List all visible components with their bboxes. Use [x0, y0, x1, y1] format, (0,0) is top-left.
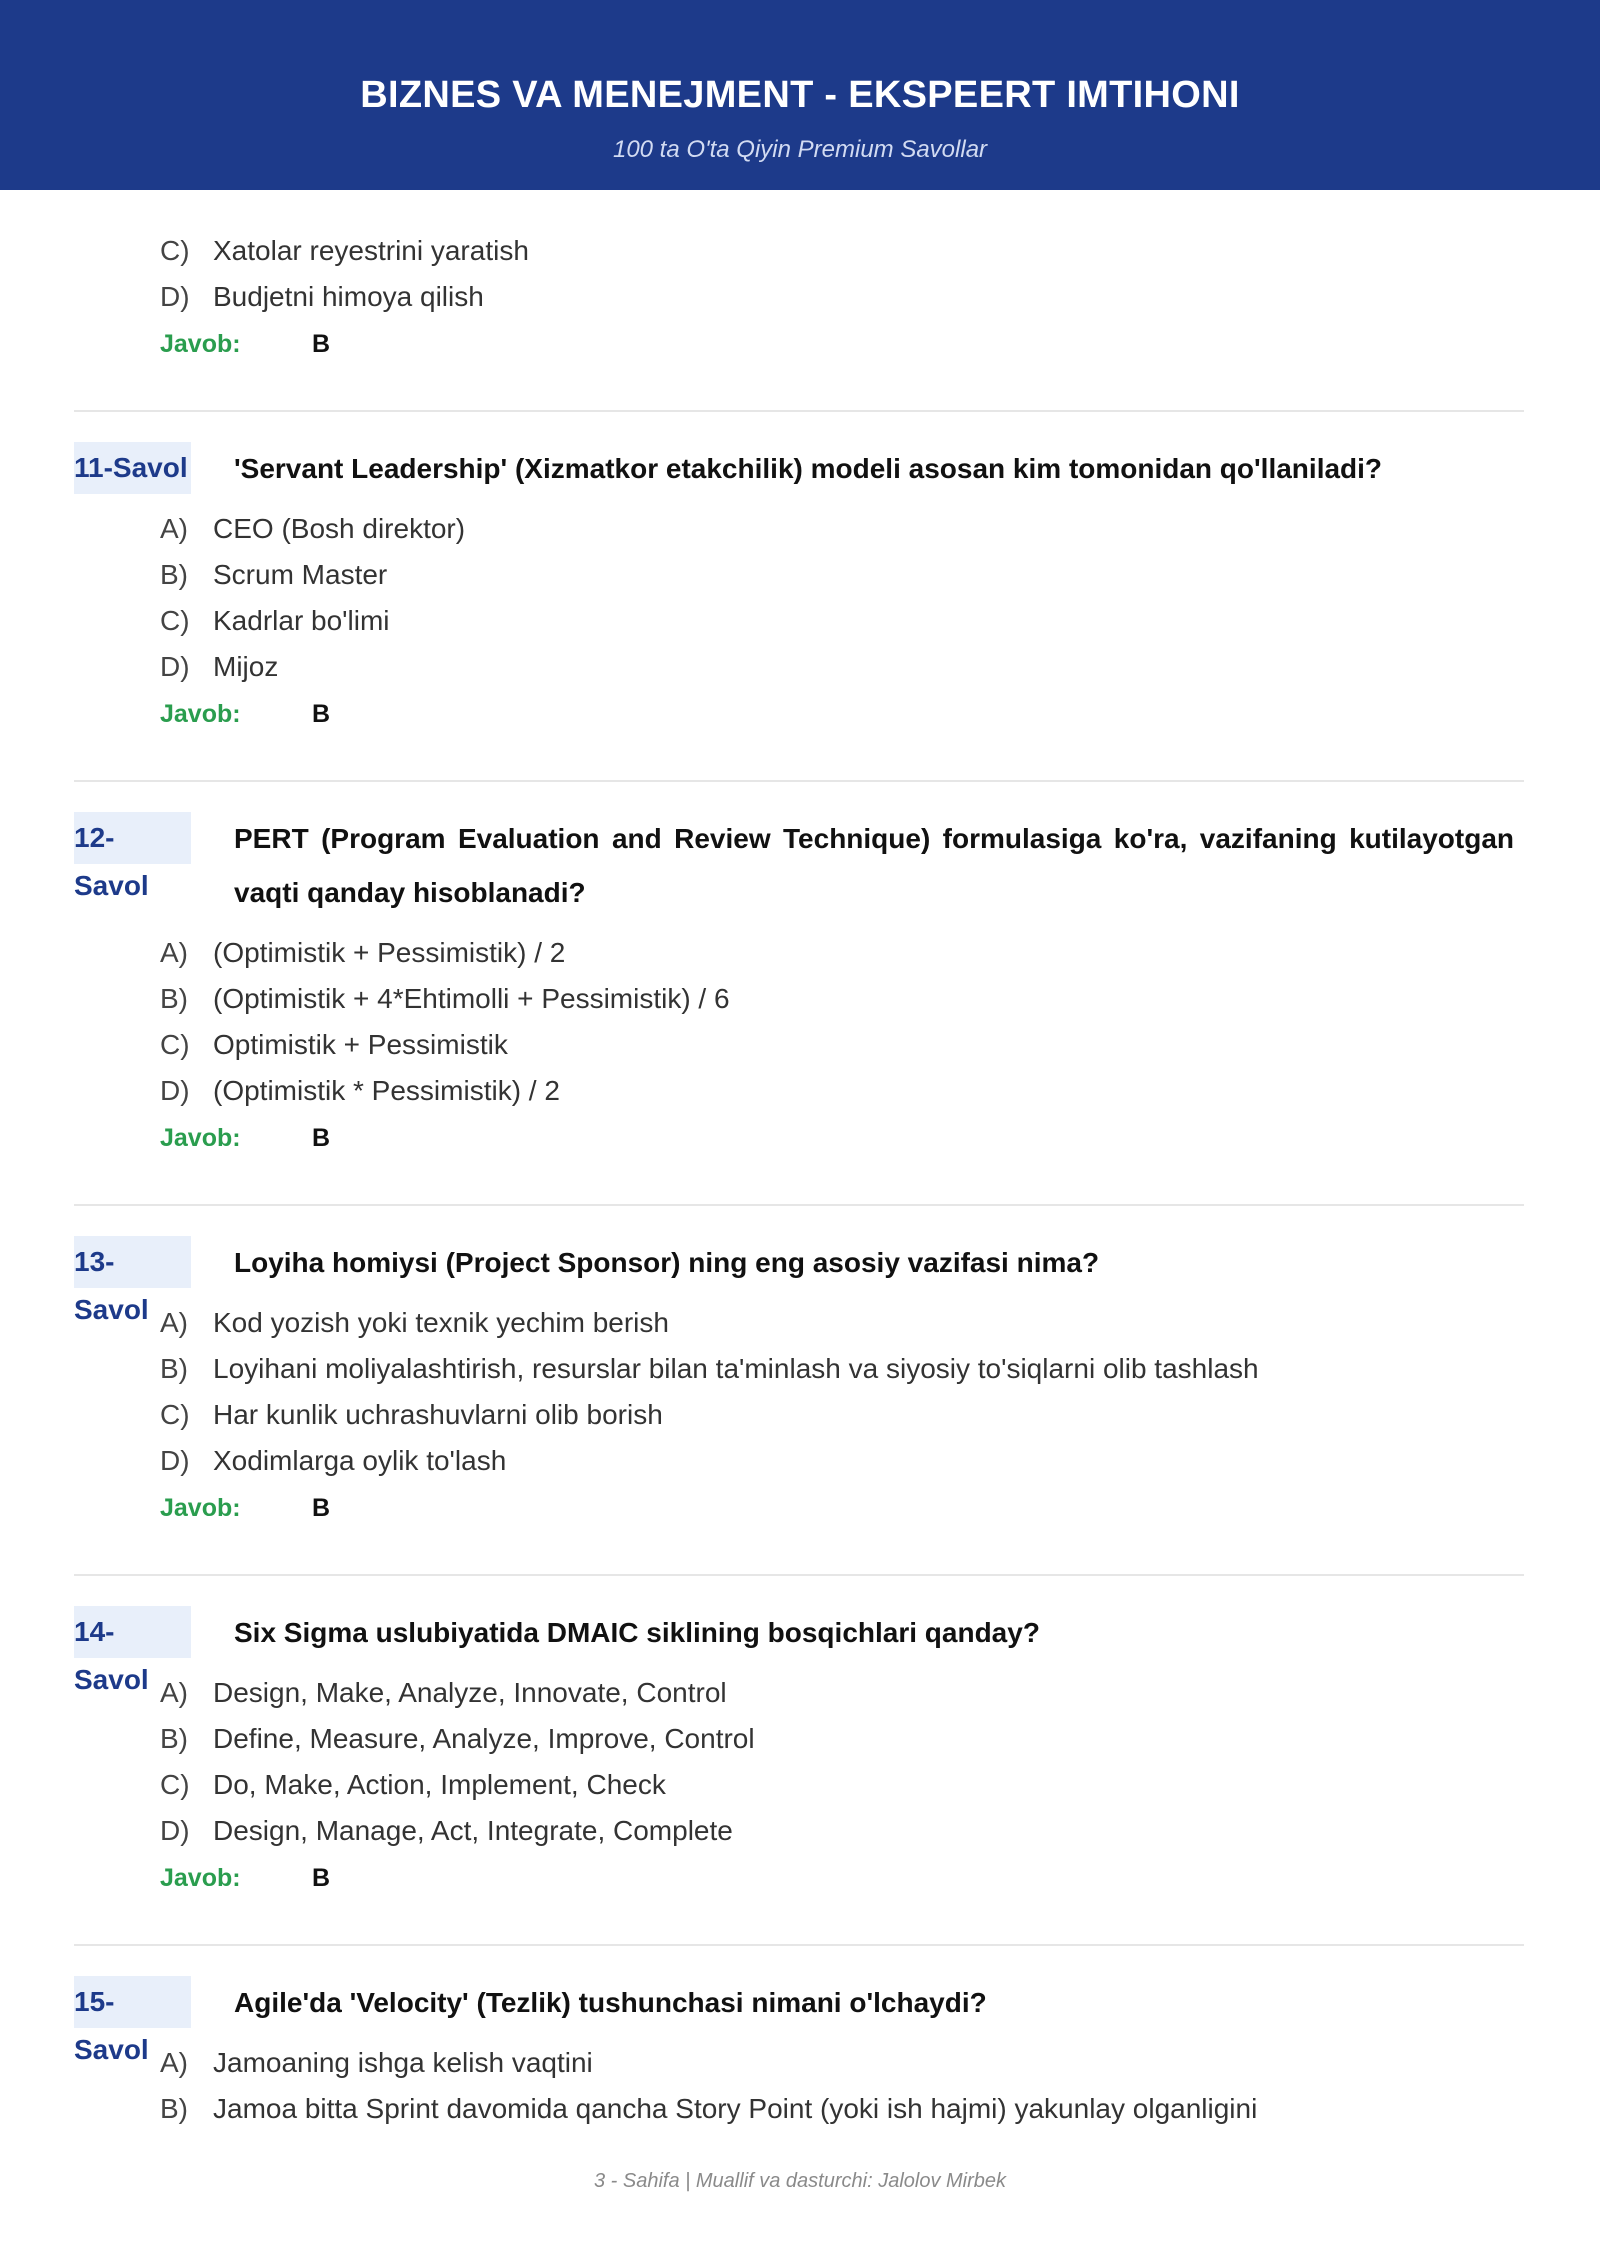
option-letter: C) [160, 1399, 190, 1430]
answer-label: Javob: [160, 1864, 241, 1892]
question-number: 11-Savol [74, 442, 191, 494]
option-c [160, 1022, 1600, 1068]
option-b [160, 1716, 1600, 1762]
option-letter: A) [160, 2047, 188, 2078]
answer-value: B [312, 330, 331, 358]
question-header [74, 812, 1514, 920]
option-a [160, 2040, 1600, 2086]
question-15 [0, 1946, 1600, 2132]
option-d [160, 1808, 1600, 1854]
option-a [160, 930, 1600, 976]
option-text: Jamoaning ishga kelish vaqtini [213, 2047, 593, 2078]
option-letter: C) [160, 1769, 190, 1800]
option-c [160, 1392, 1600, 1438]
option-letter: A) [160, 1677, 188, 1708]
question-14 [0, 1576, 1600, 1946]
option-letter: B) [160, 1353, 188, 1384]
option-letter: C) [160, 1029, 190, 1060]
option-text: Optimistik + Pessimistik [213, 1029, 508, 1060]
question-number: 14-Savol [74, 1606, 191, 1658]
question-text: PERT (Program Evaluation and Review Technique) formulasiga ko'ra, vazifaning kutilayotgan vaqti qanday hisoblanadi? [234, 823, 1514, 908]
option-text: Scrum Master [213, 559, 388, 590]
option-letter: A) [160, 937, 188, 968]
option-letter: A) [160, 513, 188, 544]
option-text: Jamoa bitta Sprint davomida qancha Story Point (yoki ish hajmi) yakunlay olganligini [213, 2093, 1258, 2124]
option-d [160, 274, 1600, 320]
answer-value: B [312, 1124, 331, 1152]
option-letter: D) [160, 1445, 190, 1476]
answer-options [160, 506, 1600, 690]
option-c [160, 598, 1600, 644]
option-text: Xatolar reyestrini yaratish [213, 235, 529, 266]
option-d [160, 1438, 1600, 1484]
answer-line [160, 330, 1600, 370]
option-d [160, 1068, 1600, 1114]
previous-question-continuation [0, 190, 1600, 412]
option-text: Define, Measure, Analyze, Improve, Control [213, 1723, 755, 1754]
option-b [160, 976, 1600, 1022]
option-text: CEO (Bosh direktor) [213, 513, 466, 544]
option-text: Mijoz [213, 651, 279, 682]
option-letter: D) [160, 1815, 190, 1846]
option-a [160, 506, 1600, 552]
question-13 [0, 1206, 1600, 1576]
answer-options [160, 930, 1600, 1114]
answer-line [160, 1494, 1600, 1534]
option-letter: D) [160, 1075, 190, 1106]
answer-options [160, 1300, 1600, 1484]
exam-subtitle: 100 ta O'ta Qiyin Premium Savollar [612, 136, 988, 163]
answer-label: Javob: [160, 1494, 241, 1522]
option-a [160, 1300, 1600, 1346]
question-11 [0, 412, 1600, 782]
answer-line [160, 700, 1600, 740]
option-letter: D) [160, 281, 190, 312]
exam-title: BIZNES VA MENEJMENT - EKSPEERT IMTIHONI [360, 74, 1240, 116]
question-text: Agile'da 'Velocity' (Tezlik) tushunchasi nimani o'lchaydi? [234, 1987, 987, 2018]
option-d [160, 644, 1600, 690]
option-b [160, 2086, 1600, 2132]
option-text: Loyihani moliyalashtirish, resurslar bilan ta'minlash va siyosiy to'siqlarni olib tashlash [213, 1353, 1259, 1384]
question-text: Six Sigma uslubiyatida DMAIC siklining bosqichlari qanday? [234, 1617, 1040, 1648]
answer-value: B [312, 1864, 331, 1892]
answer-value: B [312, 1494, 331, 1522]
option-letter: B) [160, 559, 188, 590]
option-text: (Optimistik * Pessimistik) / 2 [213, 1075, 560, 1106]
answer-label: Javob: [160, 1124, 241, 1152]
question-number: 13-Savol [74, 1236, 191, 1288]
option-text: Design, Make, Analyze, Innovate, Control [213, 1677, 727, 1708]
option-letter: B) [160, 983, 188, 1014]
question-text: 'Servant Leadership' (Xizmatkor etakchilik) modeli asosan kim tomonidan qo'llaniladi? [234, 453, 1383, 484]
option-text: Do, Make, Action, Implement, Check [213, 1769, 666, 1800]
question-number: 12-Savol [74, 812, 191, 864]
option-text: (Optimistik + 4*Ehtimolli + Pessimistik) / 6 [213, 983, 730, 1014]
option-text: Xodimlarga oylik to'lash [213, 1445, 507, 1476]
page-header [0, 0, 1600, 190]
answer-options [160, 228, 1600, 320]
option-b [160, 1346, 1600, 1392]
answer-options [160, 1670, 1600, 1854]
question-number: 15-Savol [74, 1976, 191, 2028]
option-letter: B) [160, 1723, 188, 1754]
option-letter: C) [160, 605, 190, 636]
page-footer: 3 - Sahifa | Muallif va dasturchi: Jalolov Mirbek [593, 2170, 1007, 2192]
option-text: Kod yozish yoki texnik yechim berish [213, 1307, 669, 1338]
question-header [74, 442, 1514, 496]
option-text: Budjetni himoya qilish [213, 281, 484, 312]
option-c [160, 1762, 1600, 1808]
questions-content [0, 190, 1600, 2132]
answer-line [160, 1864, 1600, 1904]
question-12 [0, 782, 1600, 1206]
option-text: Har kunlik uchrashuvlarni olib borish [213, 1399, 663, 1430]
answer-value: B [312, 700, 331, 728]
option-text: (Optimistik + Pessimistik) / 2 [213, 937, 566, 968]
question-text: Loyiha homiysi (Project Sponsor) ning eng asosiy vazifasi nima? [234, 1247, 1100, 1278]
option-letter: B) [160, 2093, 188, 2124]
option-c [160, 228, 1600, 274]
option-a [160, 1670, 1600, 1716]
option-text: Design, Manage, Act, Integrate, Complete [213, 1815, 733, 1846]
option-letter: D) [160, 651, 190, 682]
option-letter: A) [160, 1307, 188, 1338]
option-text: Kadrlar bo'limi [213, 605, 390, 636]
answer-line [160, 1124, 1600, 1164]
option-letter: C) [160, 235, 190, 266]
answer-options [160, 2040, 1600, 2132]
answer-label: Javob: [160, 330, 241, 358]
answer-label: Javob: [160, 700, 241, 728]
option-b [160, 552, 1600, 598]
